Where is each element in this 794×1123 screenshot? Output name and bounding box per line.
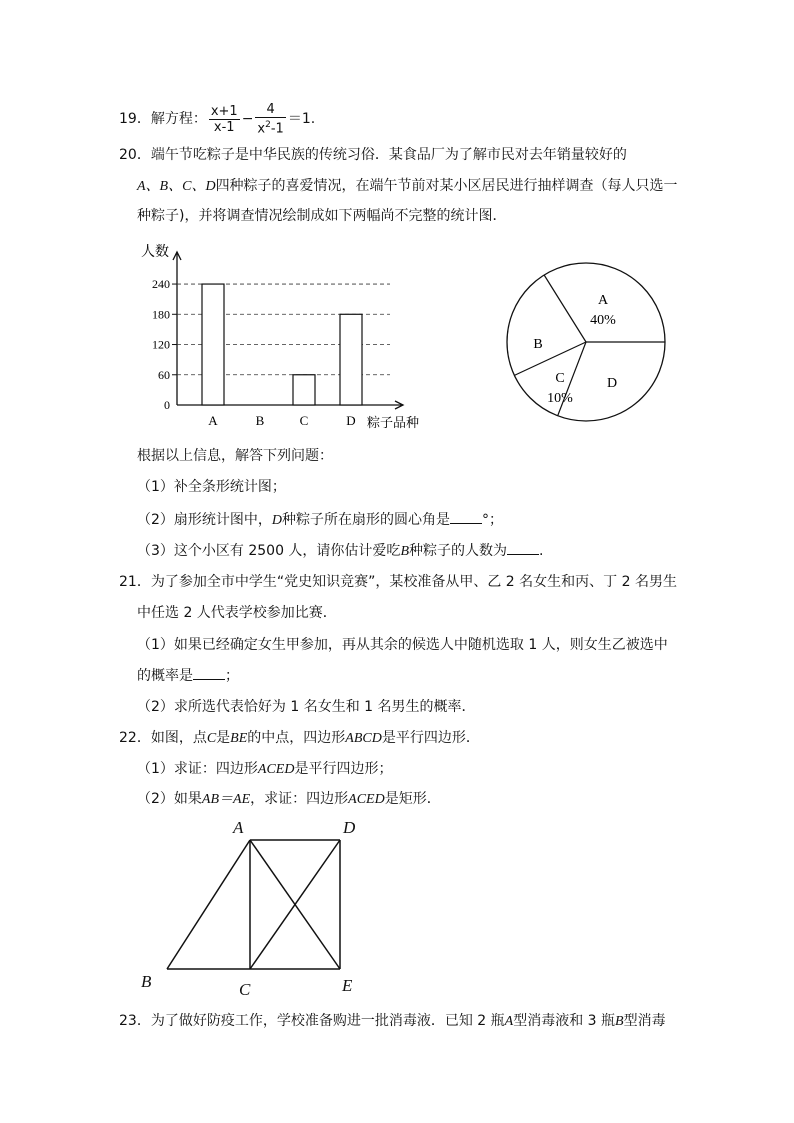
pie-percent-c: 10%: [547, 391, 573, 406]
q20-sub3: （3）这个小区有 2500 人，请你估计爱吃B种粽子的人数为 .: [137, 543, 544, 559]
y-axis-label: 人数: [141, 245, 169, 260]
minus-sign: −: [241, 111, 254, 128]
q20-sub2: （2）扇形统计图中，D种粽子所在扇形的圆心角是 °；: [137, 512, 504, 528]
q20-number: 20．: [119, 147, 151, 163]
q19-rhs: ＝1.: [287, 111, 316, 128]
q22-number: 22．: [119, 730, 151, 746]
pie-chart-plot: [507, 263, 665, 421]
q22-sub2: （2）如果AB＝AE，求证：四边形ACED是矩形．: [137, 791, 441, 807]
q23-number: 23．: [119, 1013, 151, 1029]
pie-chart: [500, 256, 680, 436]
segment-ab: [167, 840, 250, 969]
pie-label-c: C: [555, 371, 565, 386]
q20-after: 根据以上信息，解答下列问题：: [137, 448, 333, 464]
y-tick-label: 120: [152, 337, 170, 352]
q23-line1: 23．为了做好防疫工作，学校准备购进一批消毒液．已知 2 瓶A型消毒液和 3 瓶B型消毒: [119, 1013, 666, 1029]
pie-label-a: A: [597, 293, 609, 308]
geometry-figure: [135, 815, 375, 1000]
q21-line1: 21．为了参加全市中学生“党史知识竞赛”，某校准备从甲、乙 2 名女生和丙、丁 2 名男生: [119, 574, 677, 590]
y-tick-label: 180: [152, 307, 170, 322]
pie-label-d: D: [606, 376, 618, 391]
q19-number: 19．: [119, 111, 151, 128]
bar-a: [202, 284, 224, 405]
q21-sub1b: 的概率是 ；: [137, 668, 239, 684]
pie-percent-a: 40%: [590, 313, 616, 328]
y-tick-label: 0: [164, 398, 170, 412]
x-tick-label: B: [255, 413, 265, 428]
q20-line2: A、B、C、D四种粽子的喜爱情况，在端午节前对某小区居民进行抽样调查（每人只选一: [137, 178, 678, 194]
point-label-a: A: [233, 818, 244, 837]
y-tick-label: 240: [152, 277, 170, 292]
point-label-d: D: [343, 818, 356, 837]
q20-line3: 种粽子)，并将调查情况绘制成如下两幅尚不完整的统计图．: [137, 208, 507, 224]
x-axis-label: 粽子品种: [367, 415, 420, 430]
pie-label-b: B: [533, 337, 543, 352]
point-label-b: B: [141, 972, 152, 991]
point-label-e: E: [342, 976, 353, 995]
y-tick-label: 60: [158, 367, 170, 382]
q20-sub1: （1）补全条形统计图；: [137, 479, 286, 495]
q22-line1: 22．如图，点C是BE的中点，四边形ABCD是平行四边形．: [119, 730, 480, 746]
bar-chart: [135, 240, 445, 435]
answer-blank[interactable]: [450, 510, 482, 524]
fraction-2: $\frac{4}{x^2-1}$: [257, 102, 284, 137]
q19-label: 解方程：: [150, 111, 207, 128]
q21-number: 21．: [119, 574, 151, 590]
answer-blank[interactable]: [193, 666, 225, 680]
q20-line1: 20．端午节吃粽子是中华民族的传统习俗．某食品厂为了解市民对去年销量较好的: [119, 147, 627, 163]
bar-d: [340, 314, 362, 405]
bar-chart-plot: [141, 243, 419, 430]
x-tick-label: A: [208, 413, 218, 428]
q19-line: [119, 102, 315, 136]
x-tick-label: D: [346, 413, 356, 428]
x-tick-label: C: [299, 413, 309, 428]
q21-line2: 中任选 2 人代表学校参加比赛．: [137, 605, 337, 621]
answer-blank[interactable]: [507, 541, 539, 555]
fraction-1: $\frac{x+1}{x-1}$: [210, 103, 238, 135]
bar-c: [293, 375, 315, 405]
q21-sub2: （2）求所选代表恰好为 1 名女生和 1 名男生的概率．: [137, 699, 476, 715]
q21-sub1a: （1）如果已经确定女生甲参加，再从其余的候选人中随机选取 1 人，则女生乙被选中: [137, 637, 668, 653]
q22-sub1: （1）求证：四边形ACED是平行四边形；: [137, 761, 393, 777]
point-label-c: C: [239, 980, 251, 999]
